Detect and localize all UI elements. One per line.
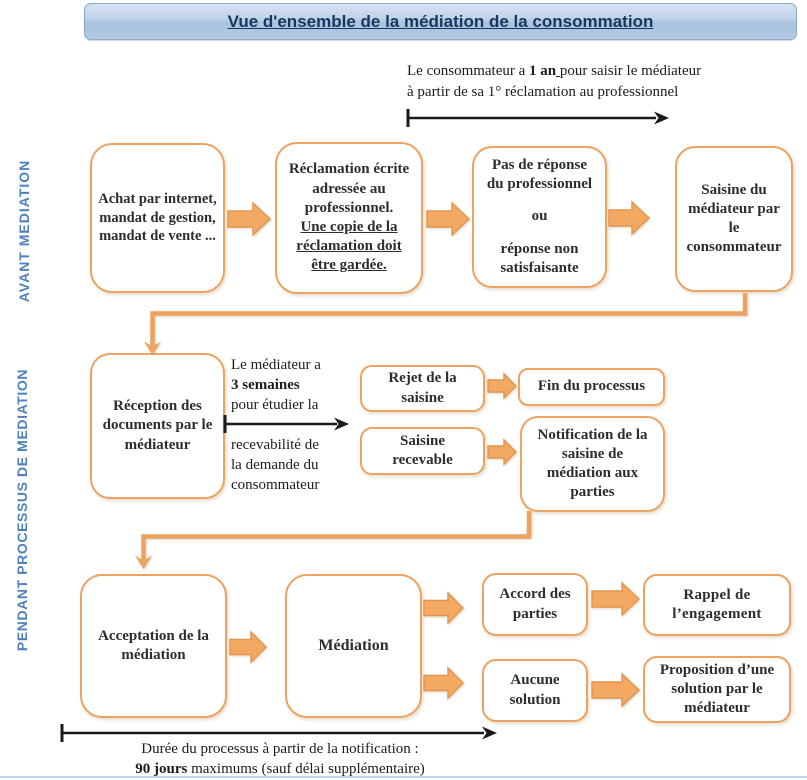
flow-box-achat: Achat par internet, mandat de gestion, mandat de vente ...: [90, 143, 225, 293]
annotation-delai-1-an-line2: à partir de sa 1° réclamation au professionnel: [407, 84, 679, 100]
flow-box-rappel-engagement: Rappel de l’engagement: [643, 574, 791, 636]
delai-3-semaines-value: 3 semaines: [231, 377, 300, 393]
flow-box-accord-parties: Accord des parties: [482, 573, 588, 636]
flow-box-acceptation-mediation: Acceptation de la médiation: [80, 574, 227, 718]
reclamation-note-underlined: Une copie de la réclamation doit être gardée.: [296, 219, 402, 274]
flow-box-pas-de-reponse: Pas de réponse du professionnel ou réponse non satisfaisante: [472, 146, 607, 288]
timeline-90-jours-arrowhead: [482, 727, 497, 740]
flow-box-saisine-recevable: Saisine recevable: [360, 427, 485, 475]
flow-box-proposition-solution: Proposition d’une solution par le médiateur: [643, 656, 791, 723]
timeline-1-an-arrowhead: [654, 112, 669, 125]
side-label-avant-mediation: AVANT MEDIATION: [16, 159, 32, 303]
flow-box-notification-parties: Notification de la saisine de médiation aux parties: [520, 416, 665, 512]
flow-box-reception-documents: Réception des documents par le médiateur: [90, 353, 225, 499]
annotation-delai-3-semaines: Le médiateur a 3 semaines pour étudier la recevabilité de la demande du consommateur: [231, 355, 355, 495]
flow-arrow-achat-to-reclamation: [228, 203, 270, 235]
bottom-border-line: [0, 776, 807, 778]
flow-arrow-rejet-to-fin: [488, 374, 516, 398]
title-bar: [84, 3, 797, 40]
flow-arrow-reponse-to-saisine: [609, 202, 649, 234]
flow-arrow-mediation-to-aucune: [424, 668, 463, 698]
side-label-pendant-processus: PENDANT PROCESSUS DE MEDIATION: [14, 368, 30, 652]
flow-box-saisine-mediateur: Saisine du médiateur par le consommateur: [675, 146, 793, 292]
connector-arrowhead-acceptation: [135, 556, 152, 570]
flow-box-fin-processus: Fin du processus: [518, 368, 665, 406]
flow-box-reclamation: Réclamation écrite adressée au professionnel. Une copie de la réclamation doit être gardée.: [275, 142, 423, 294]
flow-arrow-mediation-to-accord: [424, 593, 463, 623]
annotation-delai-1-an: [407, 61, 772, 103]
connector-saisine-to-reception: [153, 293, 746, 346]
flow-arrow-accord-to-rappel: [592, 583, 639, 615]
page-title: Vue d'ensemble de la médiation de la consommation: [227, 11, 654, 31]
flow-box-aucune-solution: Aucune solution: [482, 659, 588, 722]
connector-notification-to-acceptation: [144, 511, 530, 560]
annotation-duree-90-jours: Durée du processus à partir de la notification : 90 jours maximums (sauf délai supplémentaire): [135, 741, 425, 777]
flow-arrow-aucune-to-proposition: [592, 674, 639, 706]
flow-arrow-recevable-to-notification: [488, 440, 516, 464]
delai-1-an-value: 1 an: [529, 63, 557, 79]
duree-90-jours-value: 90 jours: [135, 760, 188, 777]
flow-arrow-acceptation-to-mediation: [230, 632, 266, 662]
flow-arrow-reclamation-to-reponse: [427, 203, 469, 235]
flow-box-rejet-saisine: Rejet de la saisine: [360, 365, 485, 412]
annotation-delai-1-an-line1: Le consommateur a 1 an pour saisir le médiateur: [407, 63, 702, 79]
flow-box-mediation: Médiation: [285, 574, 422, 718]
